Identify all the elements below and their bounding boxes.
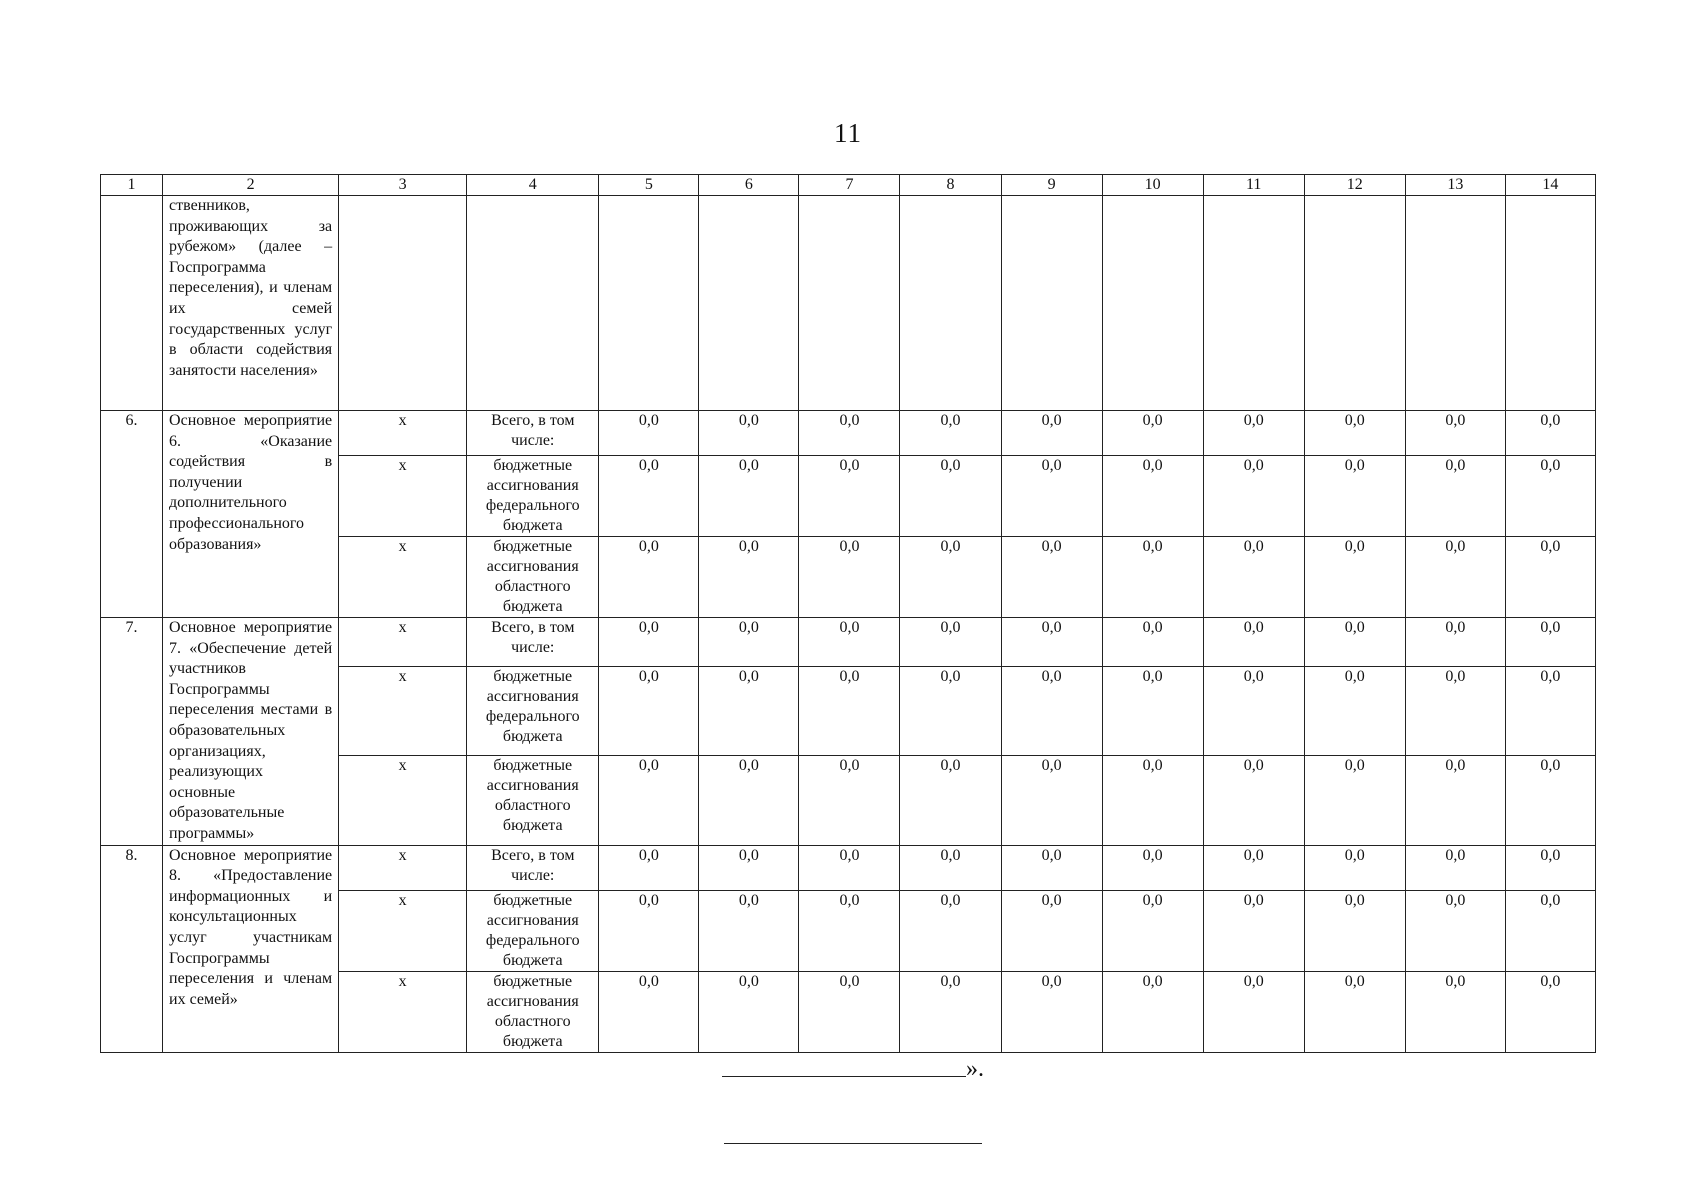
value-cell: 0,0 bbox=[599, 667, 699, 756]
value-cell: 0,0 bbox=[1405, 845, 1505, 890]
value-cell: 0,0 bbox=[1203, 456, 1304, 537]
value-cell: 0,0 bbox=[1304, 618, 1405, 667]
funding-source-cell: бюджетные ассигнования областного бюджета bbox=[467, 756, 599, 845]
value-cell: 0,0 bbox=[1001, 890, 1102, 971]
empty-cell bbox=[900, 196, 1001, 411]
value-cell: 0,0 bbox=[599, 456, 699, 537]
funding-source-cell: Всего, в том числе: bbox=[467, 411, 599, 456]
end-divider-line bbox=[724, 1143, 982, 1144]
column-header: 8 bbox=[900, 175, 1001, 196]
value-cell: 0,0 bbox=[1102, 618, 1203, 667]
value-cell: 0,0 bbox=[1102, 845, 1203, 890]
value-cell: 0,0 bbox=[699, 971, 799, 1052]
activity-name: Основное мероприятие 7. «Обеспечение детей участников Госпрограммы переселения местами в образовательных организациях, реализующих основные образовательные программы» bbox=[163, 618, 339, 846]
value-cell: 0,0 bbox=[1102, 537, 1203, 618]
column-header: 2 bbox=[163, 175, 339, 196]
value-cell: 0,0 bbox=[1001, 971, 1102, 1052]
column-3-cell: x bbox=[339, 537, 467, 618]
value-cell: 0,0 bbox=[1505, 756, 1595, 845]
column-3-cell: x bbox=[339, 890, 467, 971]
table-row bbox=[101, 845, 1596, 890]
value-cell: 0,0 bbox=[599, 845, 699, 890]
value-cell: 0,0 bbox=[1001, 756, 1102, 845]
value-cell: 0,0 bbox=[1505, 411, 1595, 456]
value-cell: 0,0 bbox=[1102, 890, 1203, 971]
empty-cell bbox=[799, 196, 900, 411]
value-cell: 0,0 bbox=[1203, 890, 1304, 971]
value-cell: 0,0 bbox=[699, 537, 799, 618]
column-3-cell: x bbox=[339, 411, 467, 456]
column-header: 6 bbox=[699, 175, 799, 196]
value-cell: 0,0 bbox=[1001, 411, 1102, 456]
value-cell: 0,0 bbox=[900, 456, 1001, 537]
activity-number: 8. bbox=[101, 845, 163, 1052]
column-3-cell: x bbox=[339, 756, 467, 845]
continuation-row bbox=[101, 196, 1596, 411]
value-cell: 0,0 bbox=[1405, 971, 1505, 1052]
column-3-cell: x bbox=[339, 971, 467, 1052]
value-cell: 0,0 bbox=[699, 456, 799, 537]
value-cell: 0,0 bbox=[900, 667, 1001, 756]
value-cell: 0,0 bbox=[1001, 618, 1102, 667]
value-cell: 0,0 bbox=[799, 537, 900, 618]
value-cell: 0,0 bbox=[799, 756, 900, 845]
value-cell: 0,0 bbox=[799, 456, 900, 537]
column-3-cell: x bbox=[339, 845, 467, 890]
value-cell: 0,0 bbox=[1505, 456, 1595, 537]
value-cell: 0,0 bbox=[1203, 845, 1304, 890]
column-3-cell: x bbox=[339, 667, 467, 756]
value-cell: 0,0 bbox=[900, 890, 1001, 971]
value-cell: 0,0 bbox=[1102, 456, 1203, 537]
header-row bbox=[101, 175, 1596, 196]
value-cell: 0,0 bbox=[1304, 456, 1405, 537]
funding-source-cell: бюджетные ассигнования областного бюджета bbox=[467, 537, 599, 618]
empty-cell bbox=[1405, 196, 1505, 411]
value-cell: 0,0 bbox=[1505, 667, 1595, 756]
value-cell: 0,0 bbox=[1102, 971, 1203, 1052]
value-cell: 0,0 bbox=[1203, 971, 1304, 1052]
value-cell: 0,0 bbox=[799, 971, 900, 1052]
value-cell: 0,0 bbox=[699, 756, 799, 845]
column-header: 4 bbox=[467, 175, 599, 196]
activity-number: 7. bbox=[101, 618, 163, 846]
value-cell: 0,0 bbox=[599, 618, 699, 667]
table-row bbox=[101, 618, 1596, 667]
activity-number: 6. bbox=[101, 411, 163, 618]
value-cell: 0,0 bbox=[1102, 411, 1203, 456]
column-header: 14 bbox=[1505, 175, 1595, 196]
value-cell: 0,0 bbox=[900, 618, 1001, 667]
value-cell: 0,0 bbox=[1304, 890, 1405, 971]
empty-cell bbox=[101, 196, 163, 411]
value-cell: 0,0 bbox=[1001, 845, 1102, 890]
value-cell: 0,0 bbox=[1304, 971, 1405, 1052]
value-cell: 0,0 bbox=[1405, 667, 1505, 756]
value-cell: 0,0 bbox=[900, 411, 1001, 456]
value-cell: 0,0 bbox=[799, 890, 900, 971]
column-header: 1 bbox=[101, 175, 163, 196]
column-header: 10 bbox=[1102, 175, 1203, 196]
value-cell: 0,0 bbox=[1203, 411, 1304, 456]
funding-source-cell: бюджетные ассигнования федерального бюджета bbox=[467, 456, 599, 537]
value-cell: 0,0 bbox=[699, 890, 799, 971]
value-cell: 0,0 bbox=[799, 667, 900, 756]
value-cell: 0,0 bbox=[799, 411, 900, 456]
empty-cell bbox=[339, 196, 467, 411]
continuation-text: ственников, проживающих за рубежом» (далее – Госпрограмма переселения), и членам их семей государственных услуг в области содействия занятости населения» bbox=[169, 197, 333, 379]
value-cell: 0,0 bbox=[900, 845, 1001, 890]
value-cell: 0,0 bbox=[1001, 537, 1102, 618]
value-cell: 0,0 bbox=[1304, 667, 1405, 756]
value-cell: 0,0 bbox=[900, 971, 1001, 1052]
value-cell: 0,0 bbox=[599, 756, 699, 845]
value-cell: 0,0 bbox=[1203, 537, 1304, 618]
value-cell: 0,0 bbox=[1405, 890, 1505, 971]
value-cell: 0,0 bbox=[1001, 667, 1102, 756]
empty-cell bbox=[1304, 196, 1405, 411]
funding-source-cell: бюджетные ассигнования федерального бюджета bbox=[467, 890, 599, 971]
empty-cell bbox=[467, 196, 599, 411]
value-cell: 0,0 bbox=[699, 618, 799, 667]
value-cell: 0,0 bbox=[599, 971, 699, 1052]
table-row bbox=[101, 411, 1596, 456]
value-cell: 0,0 bbox=[799, 618, 900, 667]
column-header: 12 bbox=[1304, 175, 1405, 196]
signature-line bbox=[722, 1076, 966, 1077]
value-cell: 0,0 bbox=[1405, 411, 1505, 456]
column-header: 7 bbox=[799, 175, 900, 196]
empty-cell bbox=[1001, 196, 1102, 411]
value-cell: 0,0 bbox=[1505, 971, 1595, 1052]
value-cell: 0,0 bbox=[1102, 667, 1203, 756]
value-cell: 0,0 bbox=[1304, 845, 1405, 890]
value-cell: 0,0 bbox=[900, 756, 1001, 845]
value-cell: 0,0 bbox=[1505, 890, 1595, 971]
budget-table bbox=[100, 174, 1596, 1053]
value-cell: 0,0 bbox=[1203, 756, 1304, 845]
column-header: 9 bbox=[1001, 175, 1102, 196]
column-3-cell: x bbox=[339, 456, 467, 537]
value-cell: 0,0 bbox=[1304, 537, 1405, 618]
empty-cell bbox=[1102, 196, 1203, 411]
funding-source-cell: бюджетные ассигнования федерального бюджета bbox=[467, 667, 599, 756]
value-cell: 0,0 bbox=[1102, 756, 1203, 845]
value-cell: 0,0 bbox=[599, 411, 699, 456]
activity-name: Основное мероприятие 8. «Предоставление информационных и консультационных услуг участникам Госпрограммы переселения и членам их семей» bbox=[163, 845, 339, 1052]
value-cell: 0,0 bbox=[699, 411, 799, 456]
value-cell: 0,0 bbox=[1304, 411, 1405, 456]
value-cell: 0,0 bbox=[1405, 618, 1505, 667]
funding-source-cell: Всего, в том числе: bbox=[467, 618, 599, 667]
activity-name: Основное мероприятие 6. «Оказание содействия в получении дополнительного профессионального образования» bbox=[163, 411, 339, 618]
value-cell: 0,0 bbox=[1405, 756, 1505, 845]
value-cell: 0,0 bbox=[599, 890, 699, 971]
funding-source-cell: бюджетные ассигнования областного бюджета bbox=[467, 971, 599, 1052]
closing-quote: ». bbox=[966, 1056, 984, 1082]
column-header: 11 bbox=[1203, 175, 1304, 196]
page-number: 11 bbox=[834, 118, 862, 148]
value-cell: 0,0 bbox=[1505, 845, 1595, 890]
activity-name-continuation bbox=[163, 196, 339, 411]
value-cell: 0,0 bbox=[599, 537, 699, 618]
value-cell: 0,0 bbox=[1405, 537, 1505, 618]
value-cell: 0,0 bbox=[1203, 618, 1304, 667]
value-cell: 0,0 bbox=[699, 845, 799, 890]
column-3-cell: x bbox=[339, 618, 467, 667]
empty-cell bbox=[1203, 196, 1304, 411]
empty-cell bbox=[1505, 196, 1595, 411]
column-header: 13 bbox=[1405, 175, 1505, 196]
value-cell: 0,0 bbox=[900, 537, 1001, 618]
value-cell: 0,0 bbox=[1203, 667, 1304, 756]
value-cell: 0,0 bbox=[799, 845, 900, 890]
value-cell: 0,0 bbox=[699, 667, 799, 756]
value-cell: 0,0 bbox=[1505, 618, 1595, 667]
value-cell: 0,0 bbox=[1304, 756, 1405, 845]
value-cell: 0,0 bbox=[1505, 537, 1595, 618]
funding-source-cell: Всего, в том числе: bbox=[467, 845, 599, 890]
empty-cell bbox=[699, 196, 799, 411]
value-cell: 0,0 bbox=[1405, 456, 1505, 537]
value-cell: 0,0 bbox=[1001, 456, 1102, 537]
empty-cell bbox=[599, 196, 699, 411]
column-header: 3 bbox=[339, 175, 467, 196]
column-header: 5 bbox=[599, 175, 699, 196]
